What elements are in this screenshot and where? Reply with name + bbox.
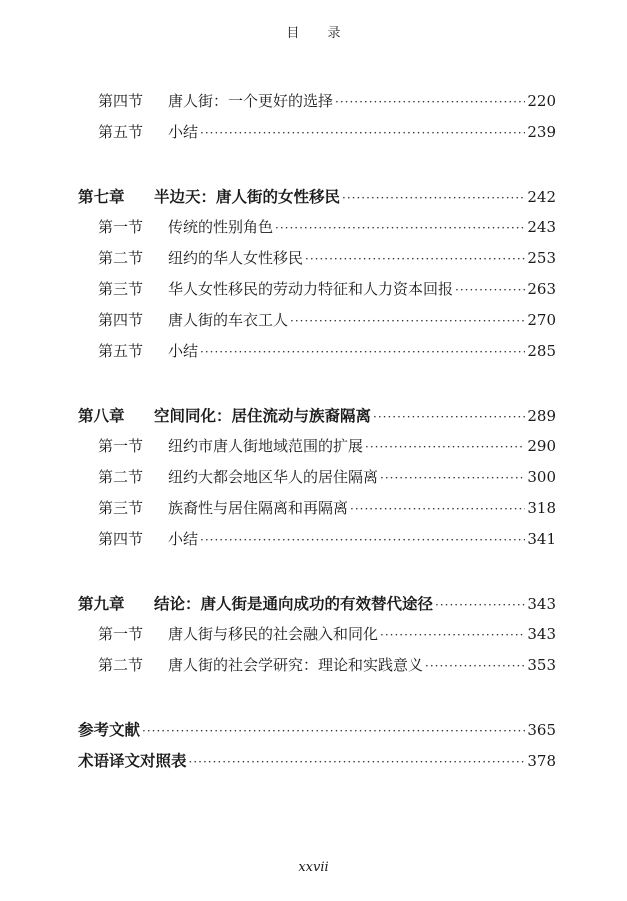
page-number: 243 [527,218,556,236]
section-title: 唐人街的车衣工人 [168,311,289,329]
toc-entry-chapter-9[interactable] [78,588,556,619]
section-number: 第四节 [98,311,144,329]
section-number: 第五节 [98,342,144,360]
page-number: 300 [527,468,556,486]
toc-entry-section[interactable] [78,243,556,274]
toc-entry-references[interactable] [78,714,556,745]
section-number: 第二节 [98,468,144,486]
page-number: 242 [527,188,556,206]
toc-entry-section[interactable] [78,524,556,555]
page-number: 343 [527,595,556,613]
leader-dots [335,87,525,118]
chapter-title: 半边天：唐人街的女性移民 [154,187,341,206]
leader-dots [305,244,525,275]
page-number: 220 [527,92,556,110]
section-title: 传统的性别角色 [168,218,274,236]
page-number: 253 [527,249,556,267]
toc-entry-section[interactable] [78,117,556,148]
toc-entry-section[interactable] [78,431,556,462]
page-number: 353 [527,656,556,674]
toc-entry-section[interactable] [78,493,556,524]
leader-dots [342,183,525,214]
leader-dots [200,337,525,368]
section-title: 唐人街与移民的社会融入和同化 [168,625,379,643]
page-number: 341 [527,530,556,548]
toc-entry-section[interactable] [78,336,556,367]
leader-dots [200,118,525,149]
section-title: 华人女性移民的劳动力特征和人力资本回报 [168,280,454,298]
section-title: 纽约的华人女性移民 [168,249,304,267]
leader-dots [380,463,525,494]
chapter-title: 空间同化：居住流动与族裔隔离 [154,406,372,425]
spacer [78,681,556,714]
toc-entry-section[interactable] [78,462,556,493]
page-number-footer: xxvii [298,860,329,875]
section-number: 第一节 [98,218,144,236]
spacer [78,367,556,400]
section-number: 第五节 [98,123,144,141]
page-number: 263 [527,280,556,298]
chapter-title: 结论：唐人街是通向成功的有效替代途径 [154,594,434,613]
section-number: 第三节 [98,499,144,517]
section-title: 纽约市唐人街地域范围的扩展 [168,437,364,455]
leader-dots [435,590,525,621]
chapter-number: 第八章 [78,406,125,425]
section-title: 小结 [168,530,199,548]
toc-entry-section[interactable] [78,305,556,336]
leader-dots [425,651,525,682]
leader-dots [189,747,526,778]
leader-dots [200,525,525,556]
chapter-number: 第七章 [78,187,125,206]
spacer [78,555,556,588]
leader-dots [350,494,525,525]
page-header: 目 录 [286,26,353,41]
leader-dots [455,275,525,306]
section-number: 第四节 [98,92,144,110]
section-number: 第四节 [98,530,144,548]
page-number: 239 [527,123,556,141]
section-title: 小结 [168,342,199,360]
page-number: 285 [527,342,556,360]
section-number: 第一节 [98,437,144,455]
leader-dots [373,402,525,433]
chapter-number: 第九章 [78,594,125,613]
page-number: 365 [527,721,556,739]
section-number: 第二节 [98,249,144,267]
section-title: 族裔性与居住隔离和再隔离 [168,499,349,517]
toc-entry-section[interactable] [78,274,556,305]
toc-entry-chapter-8[interactable] [78,400,556,431]
toc-entry-section[interactable] [78,650,556,681]
page-number: 270 [527,311,556,329]
page-number: 378 [527,752,556,770]
section-title: 唐人街：一个更好的选择 [168,92,334,110]
section-title: 唐人街的社会学研究：理论和实践意义 [168,656,424,674]
leader-dots [275,213,525,244]
leader-dots [142,716,525,747]
spacer [78,148,556,181]
page-number: 290 [527,437,556,455]
section-number: 第三节 [98,280,144,298]
leader-dots [365,432,525,463]
toc-entry-section[interactable] [78,212,556,243]
references-title: 参考文献 [78,720,141,739]
toc-entry-section[interactable] [78,86,556,117]
section-number: 第一节 [98,625,144,643]
section-title: 小结 [168,123,199,141]
section-number: 第二节 [98,656,144,674]
section-title: 纽约大都会地区华人的居住隔离 [168,468,379,486]
toc-entry-glossary[interactable] [78,745,556,776]
page-number: 289 [527,407,556,425]
toc-entry-section[interactable] [78,619,556,650]
glossary-title: 术语译文对照表 [78,751,187,770]
page-number: 318 [527,499,556,517]
toc-entry-chapter-7[interactable] [78,181,556,212]
leader-dots [380,620,525,651]
leader-dots [290,306,525,337]
page-number: 343 [527,625,556,643]
table-of-contents [78,86,556,776]
